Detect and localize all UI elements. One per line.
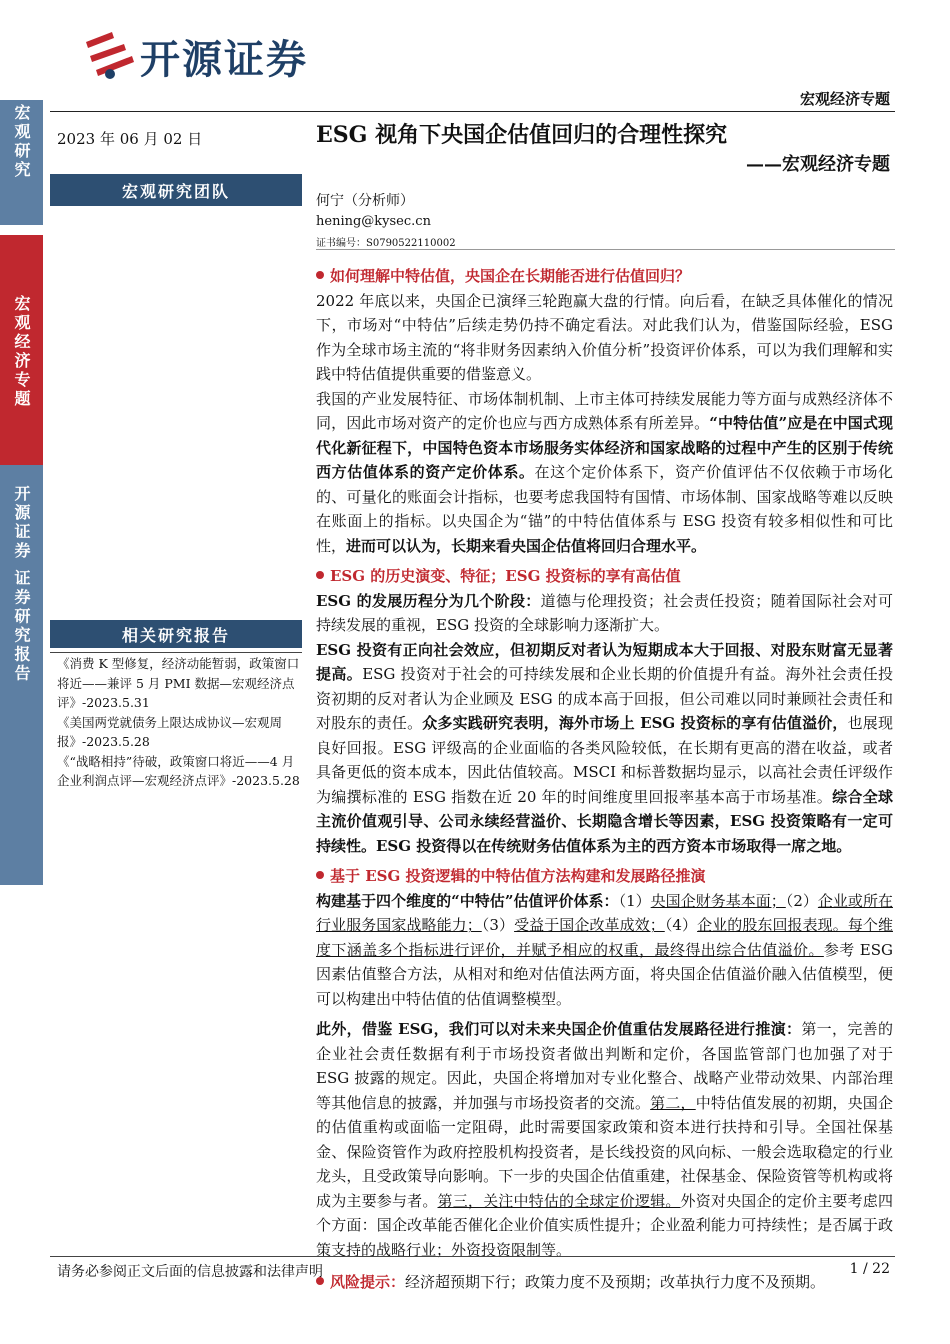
side-label-macro-topic: 宏观经济专题 bbox=[0, 235, 43, 465]
footer-divider bbox=[50, 1256, 895, 1257]
analyst-email[interactable]: hening@kysec.cn bbox=[316, 214, 431, 229]
analyst-name: 何宁（分析师） bbox=[316, 193, 414, 209]
related-reports-list bbox=[57, 654, 300, 791]
section-heading-1: 如何理解中特估值，央国企在长期能否进行估值回归？ bbox=[316, 264, 893, 289]
paragraph: 2022 年底以来，央国企已演绎三轮跑赢大盘的行情。向后看，在缺乏具体催化的情况下，市场对“中特估”后续走势仍持不确定看法。对此我们认为，借鉴国际经验，ESG 作为全球市场主流的“将非财务因素纳入价值分析”投资评价体系，可以为我们理解和实践中特估值提供重要的借鉴意义。 bbox=[316, 291, 893, 383]
related-reports-heading: 相关研究报告 bbox=[50, 620, 302, 648]
brand-name: 开源证券 bbox=[140, 37, 308, 83]
analyst-cert-number: 证书编号：S0790522110002 bbox=[316, 238, 456, 249]
related-divider bbox=[50, 652, 302, 653]
related-report-item[interactable]: 《美国两党就债务上限达成协议—宏观周报》-2023.5.28 bbox=[57, 714, 283, 749]
risk-warning: 风险提示：经济超预期下行；政策力度不及预期；改革执行力度不及预期。 bbox=[316, 1270, 893, 1295]
bullet-icon bbox=[316, 871, 324, 879]
paragraph: ESG 投资有正向社会效应，但初期反对者认为短期成本大于回报、对股东财富无显著提高。ESG 投资对于社会的可持续发展和企业长期的价值提升有益。海外社会责任投资初期的反对者认为企业顾及 ESG 的成本高于回报，但公司难以同时兼顾社会责任和对股东的责任。众多实践研究表明，海外市场上 ESG 投资标的享有估值溢价，也展现良好回报。ESG 评级高的企业面临的各类风险较低，在长期有更高的潜在收益，或者具备更低的资本成本，因此估值较高。MSCI 和标普数据均显示，以高社会责任评级作为编撰标准的 ESG 指数在近 20 年的时间维度里回报率基本高于市场基准。综合全球主流价值观引导、公司永续经营溢价、长期隐含增长等因素，ESG 投资策略有一定可持续性。ESG 投资得以在传统财务估值体系为主的西方资本市场取得一席之地。 bbox=[316, 640, 893, 855]
report-subtitle: ——宏观经济专题 bbox=[746, 154, 890, 175]
footer-disclaimer: 请务必参阅正文后面的信息披露和法律声明 bbox=[57, 1264, 323, 1280]
section-heading-2: ESG 的历史演变、特征；ESG 投资标的享有高估值 bbox=[316, 564, 893, 589]
header-topic-tag: 宏观经济专题 bbox=[799, 90, 890, 108]
team-heading: 宏观研究团队 bbox=[50, 174, 302, 206]
report-title: ESG 视角下央国企估值回归的合理性探究 bbox=[316, 122, 728, 148]
header-divider bbox=[50, 111, 895, 112]
paragraph: 构建基于四个维度的“中特估”估值评价体系：（1）央国企财务基本面；（2）企业或所在行业服务国家战略能力；（3）受益于国企改革成效；（4）企业的股东回报表现。每个维度下涵盖多个指标进行评价，并赋予相应的权重，最终得出综合估值溢价。参考 ESG 因素估值整合方法，从相对和绝对估值法两方面，将央国企估值溢价融入估值模型，便可以构建出中特估值的估值调整模型。 bbox=[316, 891, 893, 1008]
bullet-icon bbox=[316, 571, 324, 579]
analyst-divider bbox=[316, 249, 895, 250]
main-content bbox=[316, 258, 893, 1295]
page-number: 1 / 22 bbox=[849, 1261, 890, 1277]
paragraph: ESG 的发展历程分为几个阶段：道德与伦理投资；社会责任投资；随着国际社会对可持续发展的重视，ESG 投资的全球影响力逐渐扩大。 bbox=[316, 591, 893, 634]
paragraph: 我国的产业发展特征、市场体制机制、上市主体可持续发展能力等方面与成熟经济体不同，因此市场对资产的定价也应与西方成熟体系有所差异。“中特估值”应是在中国式现代化新征程下，中国特色资本市场服务实体经济和国家战略的过程中产生的区别于传统西方估值体系的资产定价体系。在这个定价体系下，资产价值评估不仅依赖于市场化的、可量化的账面会计指标，也要考虑我国特有国情、市场体制、国家战略等难以反映在账面上的指标。以央国企为“锚”的中特估值体系与 ESG 投资有较多相似性和可比性，进而可以认为，长期来看央国企估值将回归合理水平。 bbox=[316, 389, 893, 555]
related-report-item[interactable]: 《消费 K 型修复，经济动能暂弱，政策窗口将近——兼评 5 月 PMI 数据—宏观经济点评》-2023.5.31 bbox=[57, 656, 300, 710]
paragraph: 此外，借鉴 ESG，我们可以对未来央国企价值重估发展路径进行推演：第一，完善的企业社会责任数据有利于市场投资者做出判断和定价，各国监管部门也加强了对于 ESG 披露的规定。因此，央国企将增加对专业化整合、战略产业带动效果、内部治理等其他信息的披露，并加强与市场投资者的交流。第二，中特估值发展的初期，央国企的估值重构或面临一定阻碍，此时需要国家政策和资本进行扶持和引导。全国社保基金、保险资管作为政府控股机构投资者，是长线投资的风向标、一般会选取稳定的行业龙头，且受政策导向影响。下一步的央国企估值重建，社保基金、保险资管等机构或将成为主要参与者。第三，关注中特估的全球定价逻辑。外资对央国企的定价主要考虑四个方面：国企改革能否催化企业价值实质性提升；企业盈利能力可持续性；是否属于政策支持的战略行业；外资投资限制等。 bbox=[316, 1020, 893, 1259]
side-label-macro-research: 宏观研究 bbox=[0, 100, 43, 225]
bullet-icon bbox=[316, 271, 324, 279]
related-report-item[interactable]: 《“战略相持”待破，政策窗口将近——4 月企业利润点评—宏观经济点评》-2023.5.28 bbox=[57, 753, 300, 788]
section-heading-3: 基于 ESG 投资逻辑的中特估值方法构建和发展路径推演 bbox=[316, 864, 893, 889]
report-date: 2023 年 06 月 02 日 bbox=[57, 130, 203, 148]
side-label-kysec-report: 开源证券 证券研究报告 bbox=[0, 465, 43, 885]
